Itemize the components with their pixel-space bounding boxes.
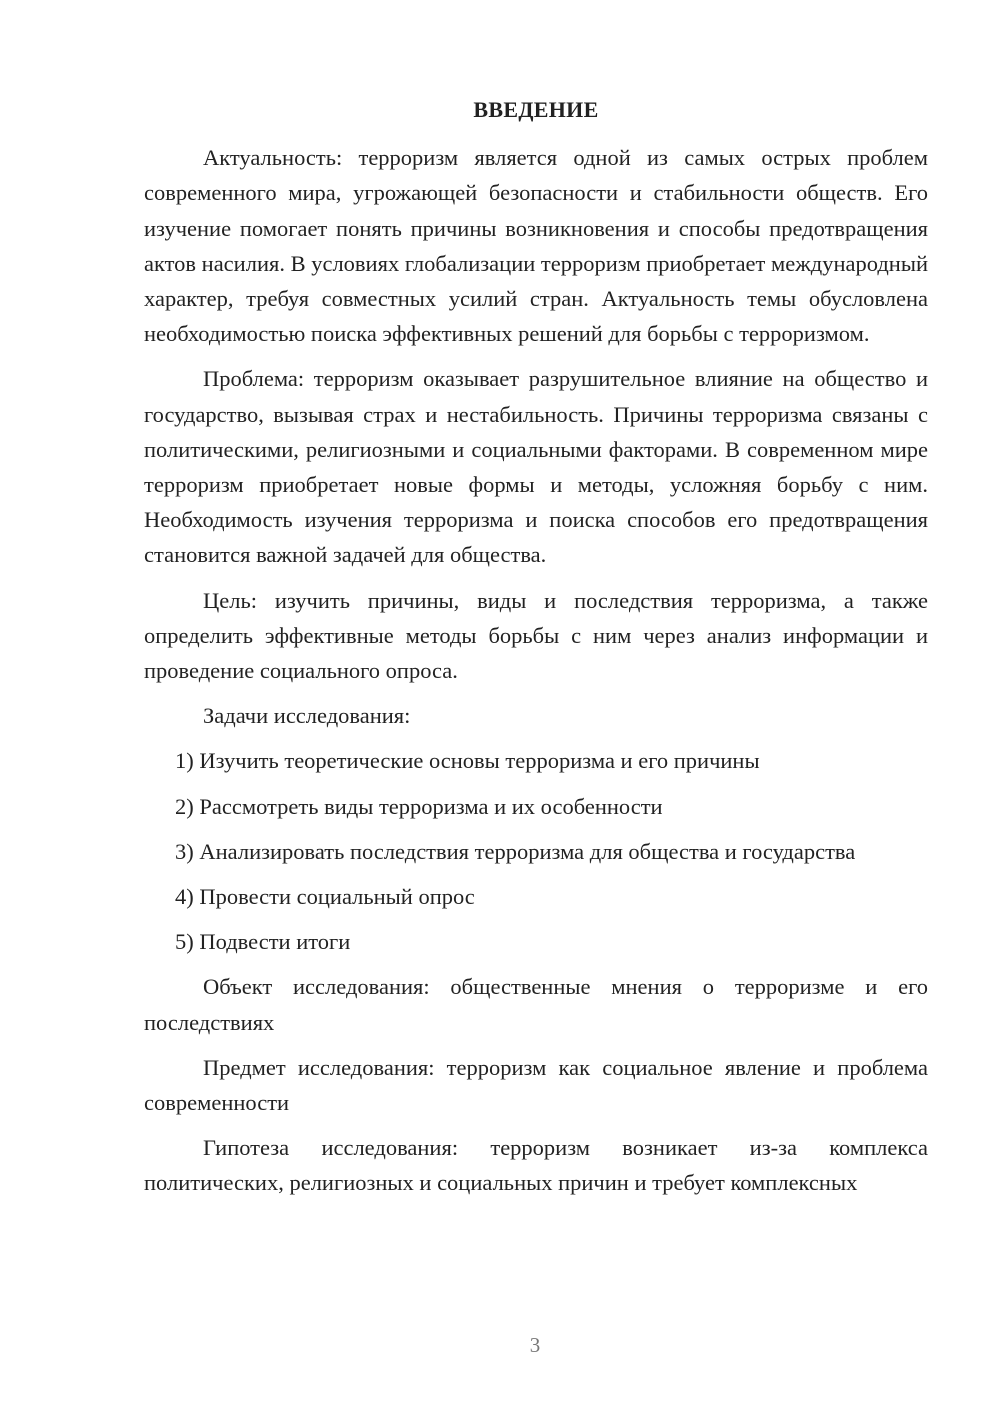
task-item-3: 3) Анализировать последствия терроризма для общества и государства bbox=[175, 838, 856, 864]
task-item-1: 1) Изучить теоретические основы терроризма и его причины bbox=[175, 748, 760, 774]
task-item-2: 2) Рассмотреть виды терроризма и их особенности bbox=[175, 793, 663, 819]
page-content bbox=[144, 92, 928, 1211]
paragraph-subject: Предмет исследования: терроризм как социальное явление и проблема современности bbox=[144, 1054, 928, 1116]
paragraph-problem: Проблема: терроризм оказывает разрушительное влияние на общество и государство, вызывая страх и нестабильность. Причины терроризма связаны с политическими, религиозными и социальными факторами. В современном мире терроризм приобретает новые формы и методы, усложняя борьбу с ним. Необходимость изучения терроризма и поиска способов его предотвращения становится важной задачей для общества. bbox=[144, 366, 928, 568]
section-title: ВВЕДЕНИЕ bbox=[473, 97, 599, 122]
paragraph-goal: Цель: изучить причины, виды и последствия терроризма, а также определить эффективные методы борьбы с ним через анализ информации и проведение социального опроса. bbox=[144, 587, 928, 684]
paragraph-object: Объект исследования: общественные мнения о терроризме и его последствиях bbox=[144, 974, 928, 1035]
paragraph-relevance: Актуальность: терроризм является одной из самых острых проблем современного мира, угрожающей безопасности и стабильности обществ. Его изучение помогает понять причины возникновения и способы предотвращения актов насилия. В условиях глобализации терроризм приобретает международный характер, требуя совместных усилий стран. Актуальность темы обусловлена необходимостью поиска эффективных решений для борьбы с терроризмом. bbox=[144, 145, 928, 347]
paragraph-hypothesis: Гипотеза исследования: терроризм возникает из-за комплекса политических, религиозных и социальных причин и требует комплексных bbox=[144, 1135, 928, 1196]
task-item-4: 4) Провести социальный опрос bbox=[175, 884, 475, 910]
tasks-heading: Задачи исследования: bbox=[203, 703, 411, 729]
task-item-5: 5) Подвести итоги bbox=[175, 929, 351, 955]
page-number: 3 bbox=[529, 1333, 541, 1357]
